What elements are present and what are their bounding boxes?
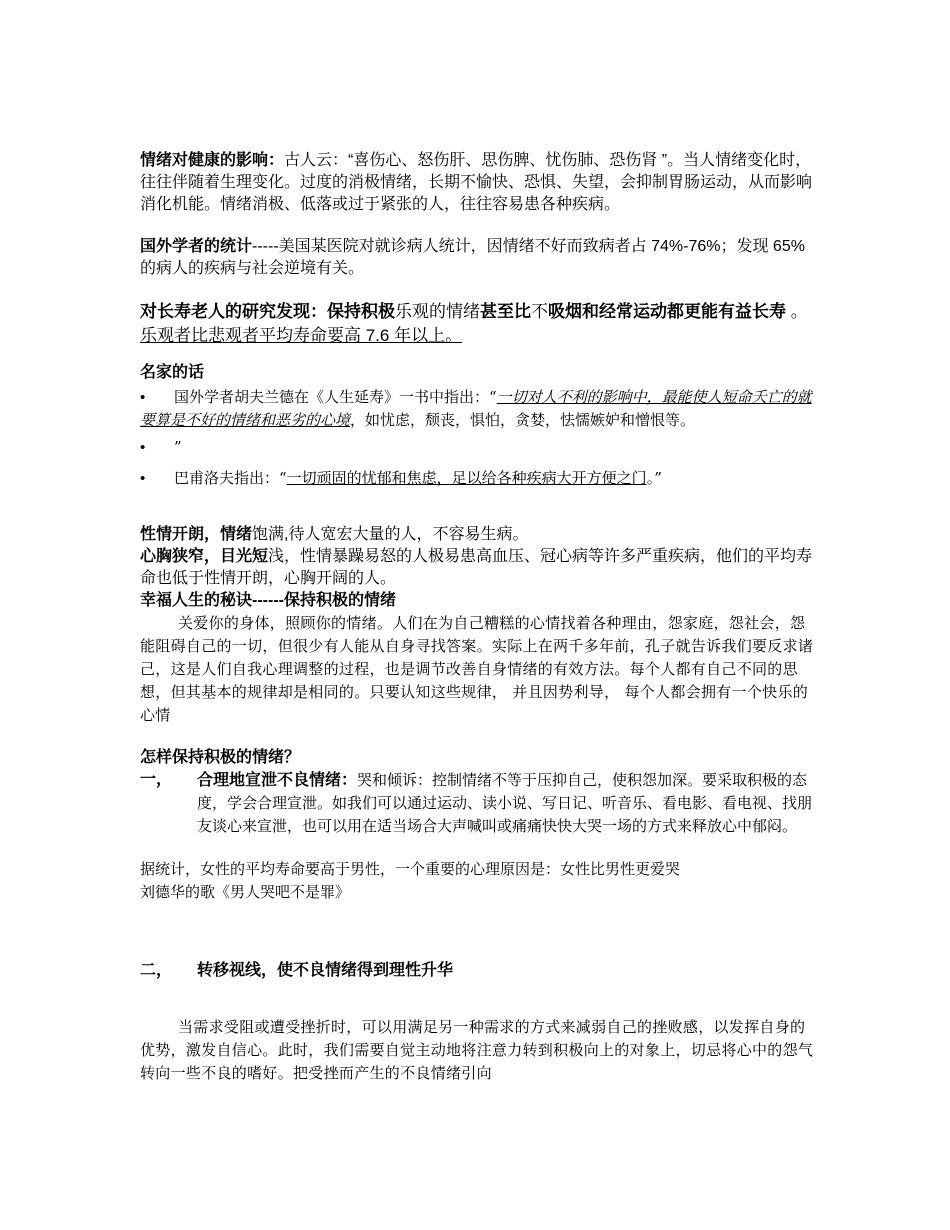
list-item: • ” bbox=[140, 436, 820, 459]
quote-hufeland: 一切对人不利的影响中，最能使人短命夭亡的就要算是不好的情绪和恶劣的心境 bbox=[140, 388, 812, 429]
item-number: 一， bbox=[140, 771, 173, 788]
line-narrow-minded: 心胸狭窄，目光短浅，性情暴躁易怒的人极易患高血压、冠心病等许多严重疾病，他们的平均寿命也低于性情开朗，心胸开阔的人。 bbox=[140, 548, 813, 587]
list-item: • 巴甫洛夫指出：“一切顽固的忧郁和焦虑，足以给各种疾病大开方便之门。” bbox=[140, 467, 820, 490]
underlined-finding: 乐观者比悲观者平均寿命要高 7.6 年以上。 bbox=[140, 326, 463, 345]
list-item: • 国外学者胡夫兰德在《人生延寿》一书中指出：“一切对人不利的影响中，最能使人短命夭亡的就要算是不好的情绪和恶劣的心境，如忧虑，颓丧，惧怕，贪婪，怯懦嫉妒和憎恨等。 bbox=[140, 388, 812, 429]
paragraph-text: -----美国某医院对就诊病人统计，因情绪不好而致病者占 74%-76%；发现 65%的病人的疾病与社会逆境有关。 bbox=[140, 238, 805, 277]
line-song-title: 刘德华的歌《男人哭吧不是罪》 bbox=[140, 883, 351, 901]
paragraph-foreign-statistics bbox=[140, 236, 820, 280]
paragraph-emotion-health: 情绪对健康的影响：古人云：“喜伤心、怒伤肝、思伤脾、忧伤肺、恐伤肾 ”。当人情绪变化时，往往伴随着生理变化。过度的消极情绪，长期不愉快、恐惧、失望，会抑制胃肠运动，从而影响消化机能。情绪消极、低落或过于紧张的人，往往容易患各种疾病。 bbox=[140, 152, 813, 213]
paragraph-statistics-women: 据统计，女性的平均寿命要高于男性，一个重要的心理原因是：女性比男性更爱哭 bbox=[140, 860, 681, 878]
quote-pavlov: 一切顽固的忧郁和焦虑，足以给各种疾病大开方便之门 bbox=[286, 469, 647, 487]
paragraph-text: 古人云：“喜伤心、怒伤肝、思伤脾、忧伤肺、恐伤肾 ”。当人情绪变化时，往往伴随着生理变化。过度的消极情绪，长期不愉快、恐惧、失望，会抑制胃肠运动，从而影响消化机能。情绪消极、低落或过于紧张的人，往往容易患各种疾病。 bbox=[140, 152, 813, 213]
bullet-icon: • bbox=[140, 439, 146, 456]
heading-happiness-secret: 幸福人生的秘诀------保持积极的情绪 bbox=[140, 592, 396, 609]
paragraph-longevity-study: 对长寿老人的研究发现：保持积极乐观的情绪甚至比不吸烟和经常运动都更能有益长寿 。乐观者比悲观者平均寿命要高 7.6 年以上。 bbox=[140, 302, 808, 345]
bullet-icon: • bbox=[140, 389, 146, 406]
item-number: 二， bbox=[140, 962, 173, 979]
numbered-item-1: 一， 合理地宣泄不良情绪：哭和倾诉：控制情绪不等于压抑自己，使积怨加深。要采取积极的态度，学会合理宣泄。如我们可以通过运动、读小说、写日记、听音乐、看电影、看电视、找朋友谈心来宣泄，也可以用在适当场合大声喊叫或痛痛快快大哭一场的方式来释放心中郁闷。 bbox=[140, 771, 813, 835]
bullet-icon: • bbox=[140, 470, 146, 487]
section-heading-how-to: 怎样保持积极的情绪？ bbox=[140, 749, 301, 766]
numbered-item-2: 二， 转移视线，使不良情绪得到理性升华 bbox=[140, 960, 820, 982]
heading-foreign-statistics: 国外学者的统计 bbox=[140, 238, 253, 255]
paragraph-shift-focus: 当需求受阻或遭受挫折时，可以用满足另一种需求的方式来减弱自己的挫败感，以发挥自身的优势，激发自信心。此时，我们需要自觉主动地将注意力转到积极向上的对象上，切忌将心中的怨气转向一些不良的嗜好。把受挫而产生的不良情绪引向 bbox=[140, 1018, 814, 1082]
section-heading-famous-quotes: 名家的话 bbox=[140, 364, 205, 381]
heading-emotion-health: 情绪对健康的影响 bbox=[140, 152, 269, 169]
line-cheerful: 性情开朗，情绪饱满,待人宽宏大量的人，不容易生病。 bbox=[140, 526, 529, 543]
document-page bbox=[140, 150, 820, 1085]
paragraph-care-emotions: 关爱你的身体，照顾你的情绪。人们在为自己糟糕的心情找着各种理由，怨家庭，怨社会，怨能阻碍自己的一切，但很少有人能从自身寻找答案。实际上在两千多年前，孔子就告诉我们要反求诸己，这是人们自我心理调整的过程，也是调节改善自身情绪的有效方法。每个人都有自己不同的思想，但其基本的规律却是相同的。只要认知这些规律， 并且因势利导， 每个人都会拥有一个快乐的心情 bbox=[140, 614, 814, 724]
